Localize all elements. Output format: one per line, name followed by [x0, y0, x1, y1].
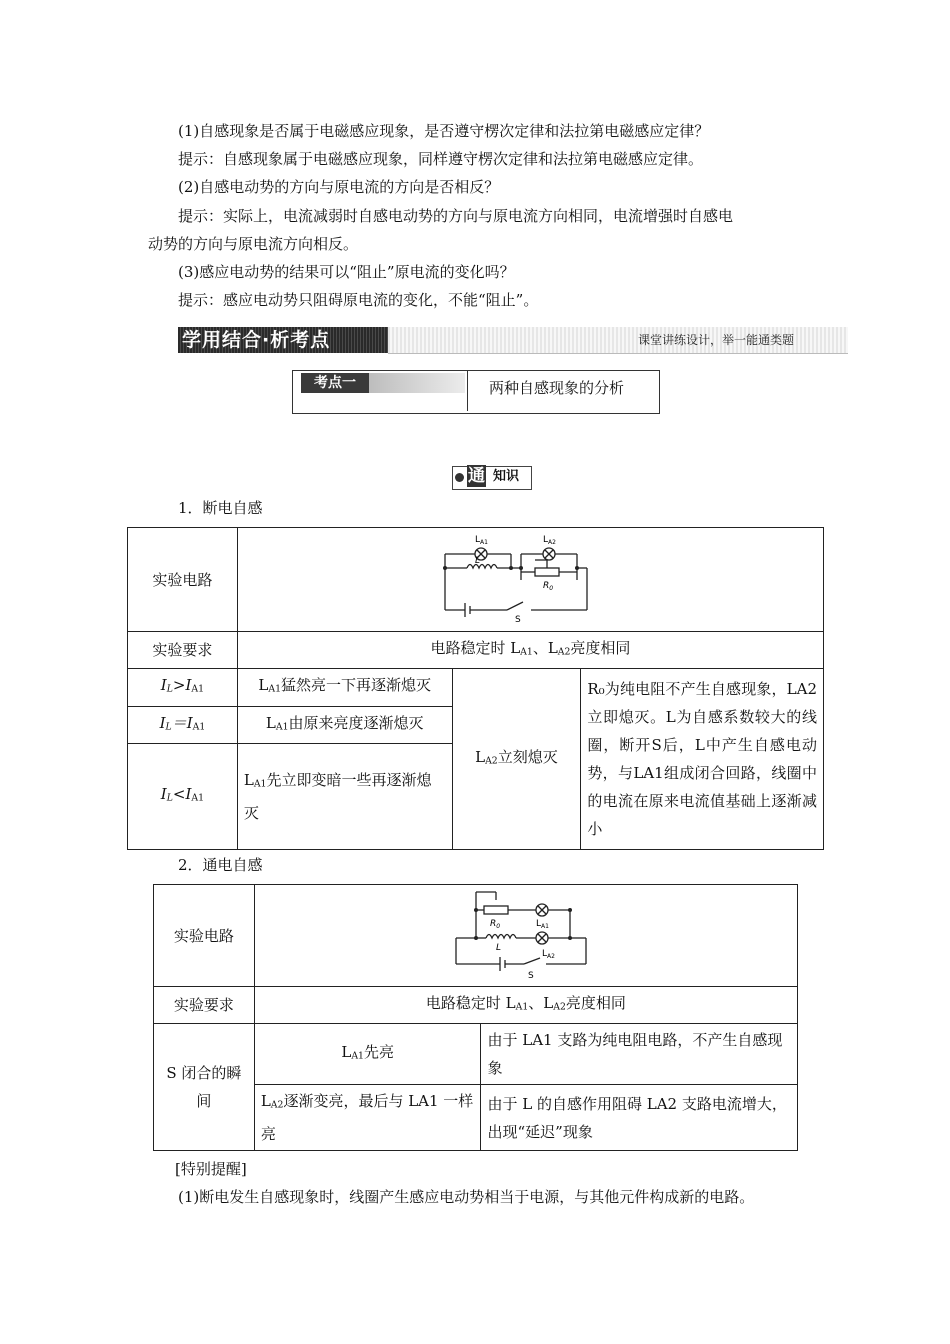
topic-tag	[293, 371, 468, 411]
question-3: (3)感应电动势的结果可以“阻止”原电流的变化吗？	[178, 263, 515, 281]
section1-heading: 1．断电自感	[178, 499, 263, 517]
diag1-r0: $R_0$	[543, 580, 554, 592]
section-banner	[178, 327, 848, 353]
banner-title: 学用结合·析考点	[178, 327, 388, 353]
row-label-close: S 闭合的瞬间	[154, 1024, 255, 1150]
diag2-la1: $L_{A1}$	[535, 918, 549, 930]
question-2: (2)自感电动势的方向与原电流的方向是否相反？	[178, 178, 500, 196]
table-row	[128, 632, 824, 669]
table-row	[154, 885, 798, 987]
circuit-cell	[237, 528, 823, 632]
la2-result: LA2立刻熄灭	[452, 669, 581, 850]
requirement-text: 电路稳定时 LA1、LA2亮度相同	[237, 632, 823, 669]
badge-zhishi: 知识	[493, 469, 520, 484]
row-label-requirement: 实验要求	[154, 987, 255, 1024]
case-condition-1: IL>IA1	[128, 669, 238, 706]
row-label-circuit: 实验电路	[128, 528, 238, 632]
diag2-coil: L	[495, 942, 501, 953]
badge-tong: 通	[468, 466, 485, 486]
case-result-1: LA1猛然亮一下再逐渐熄灭	[237, 669, 452, 706]
table-row	[128, 669, 824, 706]
case-condition-3: IL<IA1	[128, 744, 238, 850]
answer-2-line1: 提示：实际上，电流减弱时自感电动势的方向与原电流方向相同，电流增强时自感电	[178, 207, 734, 225]
badge-dot-icon	[455, 473, 464, 482]
knowledge-badge	[452, 466, 532, 490]
row-label-requirement: 实验要求	[128, 632, 238, 669]
banner-strip	[388, 327, 848, 354]
topic-box	[292, 370, 660, 414]
circuit-cell	[254, 885, 797, 987]
la1-explain: 由于 LA1 支路为纯电阻电路，不产生自感现象	[481, 1024, 798, 1085]
diag1-la2: $L_{A2}$	[543, 534, 557, 546]
la2-explain: 由于 L 的自感作用阻碍 LA2 支路电流增大，出现“延迟”现象	[481, 1085, 798, 1150]
banner-subtitle: 课堂讲练设计，举一能通类题	[638, 333, 795, 347]
diag1-switch: S	[515, 614, 522, 625]
section2-heading: 2．通电自感	[178, 856, 263, 874]
reminder-title: [特别提醒]	[175, 1160, 247, 1178]
diag1-coil: L	[475, 555, 481, 566]
diag2-r0: $R_0$	[489, 918, 500, 930]
reminder-p1: (1)断电发生自感现象时，线圈产生感应电动势相当于电源，与其他元件构成新的电路。	[178, 1188, 755, 1206]
diag1-la1: $L_{A1}$	[475, 534, 489, 546]
circuit-diagram-1	[435, 530, 625, 630]
question-1: (1)自感现象是否属于电磁感应现象，是否遵守楞次定律和法拉第电磁感应定律？	[178, 122, 710, 140]
case-condition-2: IL＝IA1	[128, 706, 238, 743]
row-label-circuit: 实验电路	[154, 885, 255, 987]
diag2-switch: S	[527, 970, 534, 981]
case-result-2: LA1由原来亮度逐渐熄灭	[237, 706, 452, 743]
topic-tag-shade	[369, 373, 465, 393]
answer-2-line2: 动势的方向与原电流方向相反。	[148, 235, 359, 253]
table-row	[154, 1024, 798, 1085]
diag2-la2: $L_{A2}$	[541, 948, 555, 960]
answer-1: 提示：自感现象属于电磁感应现象，同样遵守楞次定律和法拉第电磁感应定律。	[178, 150, 704, 168]
answer-3: 提示：感应电动势只阻碍原电流的变化，不能“阻止”。	[178, 291, 539, 309]
topic-title: 两种自感现象的分析	[489, 379, 625, 397]
table-row	[128, 528, 824, 632]
power-off-table	[127, 527, 824, 850]
explanation: R₀为纯电阻不产生自感现象，LA2立即熄灭。L为自感系数较大的线圈，断开S后，L中产生自感电动势，与LA1组成闭合回路，线圈中的电流在原来电流值基础上逐渐减小	[581, 669, 824, 850]
circuit-diagram-2	[446, 888, 606, 984]
table-row	[154, 987, 798, 1024]
topic-tag-label: 考点一	[301, 373, 369, 393]
la1-first: LA1先亮	[254, 1024, 481, 1085]
requirement-text: 电路稳定时 LA1、LA2亮度相同	[254, 987, 797, 1024]
la2-gradual: LA2逐渐变亮，最后与 LA1 一样亮	[254, 1085, 481, 1150]
case-result-3: LA1先立即变暗一些再逐渐熄灭	[237, 744, 452, 850]
power-on-table	[153, 884, 798, 1151]
